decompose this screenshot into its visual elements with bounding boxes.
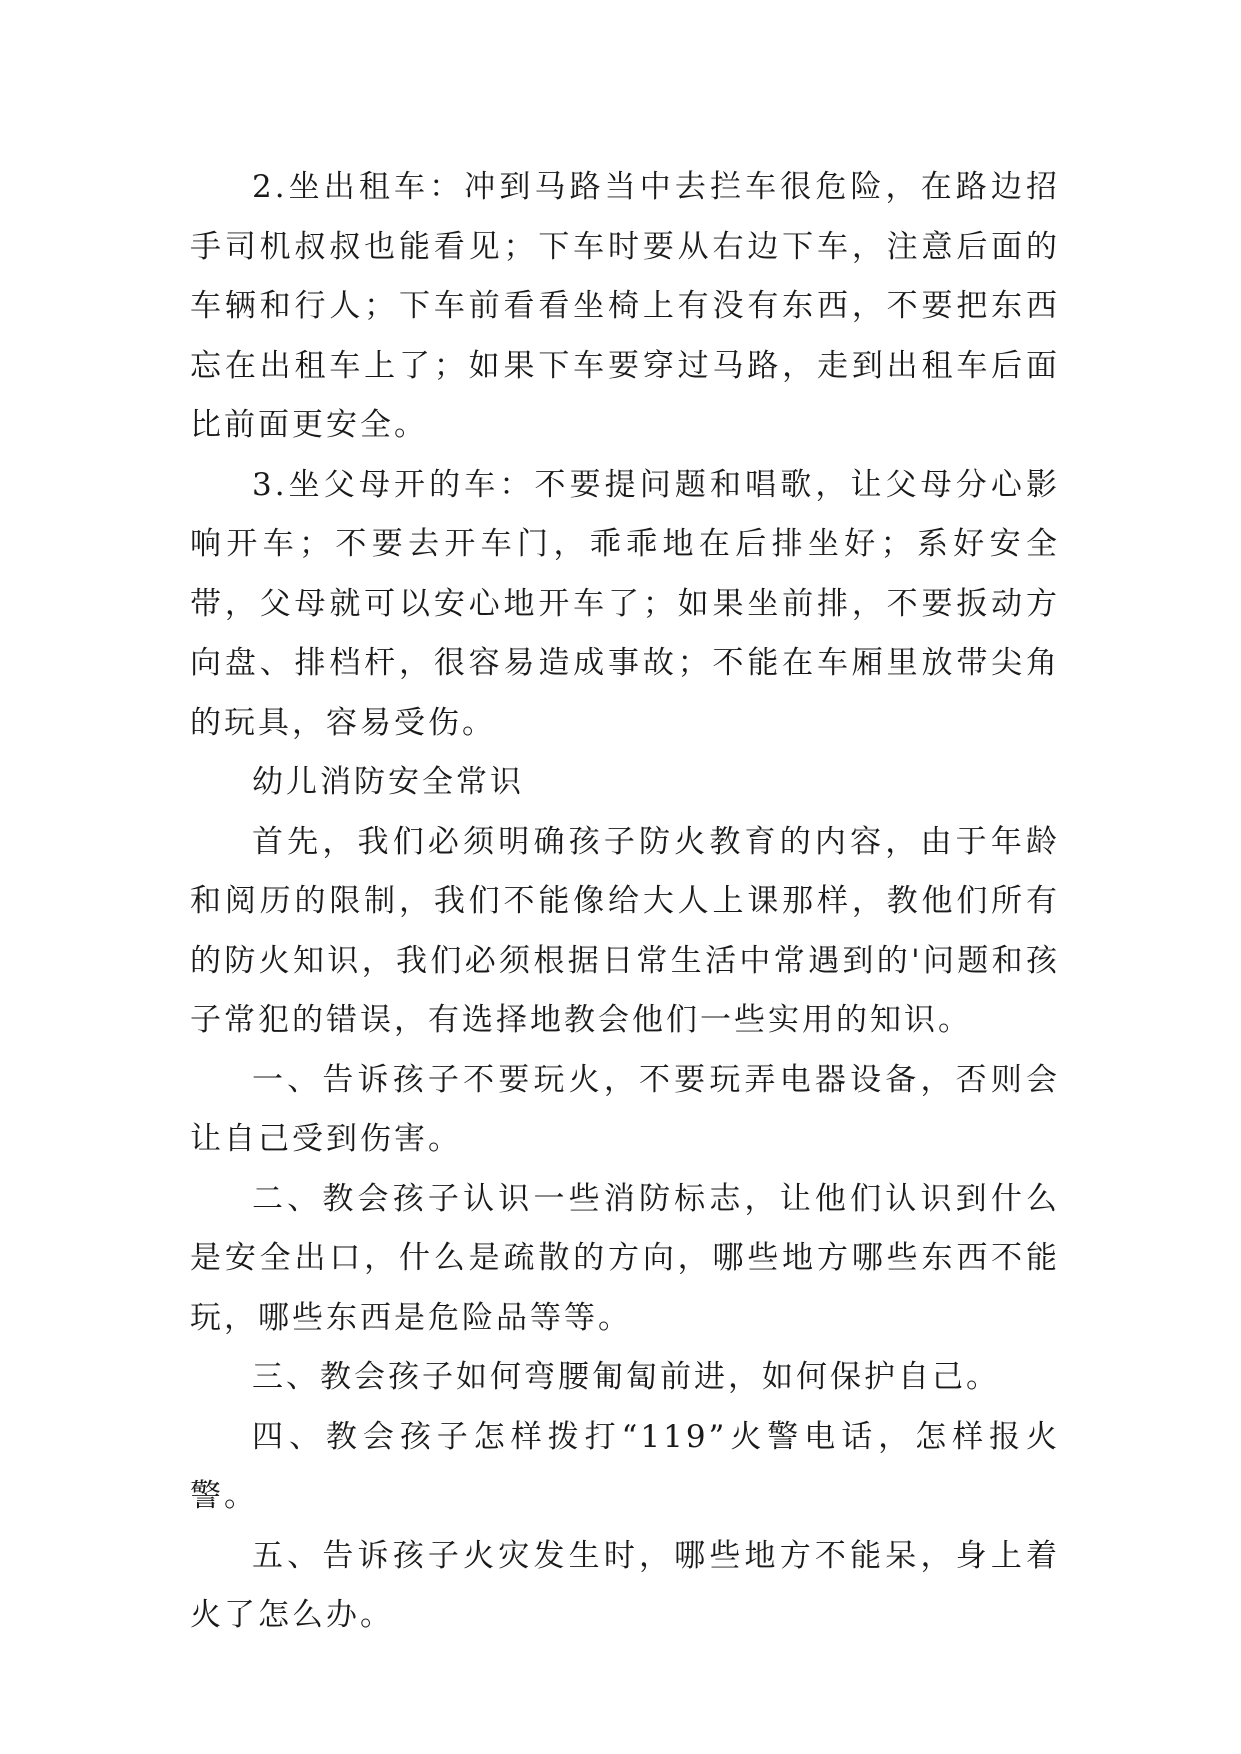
paragraph-point-5: 五、告诉孩子火灾发生时，哪些地方不能呆，身上着火了怎么办。 [190, 1537, 1060, 1633]
paragraph-point-3: 三、教会孩子如何弯腰匍匐前进，如何保护自己。 [252, 1359, 1000, 1395]
paragraph-intro: 首先，我们必须明确孩子防火教育的内容，由于年龄和阅历的限制，我们不能像给大人上课那样，教他们所有的防火知识，我们必须根据日常生活中常遇到的'问题和孩子常犯的错误，有选择地教会他们一些实用的知识。 [190, 823, 1060, 1038]
section-heading: 幼儿消防安全常识 [252, 764, 524, 800]
paragraph-parents-car: 3.坐父母开的车：不要提问题和唱歌，让父母分心影响开车；不要去开车门，乖乖地在后排坐好；系好安全带，父母就可以安心地开车了；如果坐前排，不要扳动方向盘、排档杆，很容易造成事故；不能在车厢里放带尖角的玩具，容易受伤。 [190, 466, 1060, 741]
document-body [190, 158, 1060, 1646]
paragraph-taxi: 2.坐出租车：冲到马路当中去拦车很危险，在路边招手司机叔叔也能看见；下车时要从右边下车，注意后面的车辆和行人；下车前看看坐椅上有没有东西，不要把东西忘在出租车上了；如果下车要穿过马路，走到出租车后面比前面更安全。 [190, 169, 1060, 443]
paragraph-point-2: 二、教会孩子认识一些消防标志，让他们认识到什么是安全出口，什么是疏散的方向，哪些地方哪些东西不能玩，哪些东西是危险品等等。 [190, 1180, 1060, 1336]
paragraph-point-4: 四、教会孩子怎样拨打“119”火警电话，怎样报火警。 [190, 1418, 1060, 1514]
paragraph-point-1: 一、告诉孩子不要玩火，不要玩弄电器设备，否则会让自己受到伤害。 [190, 1061, 1060, 1157]
